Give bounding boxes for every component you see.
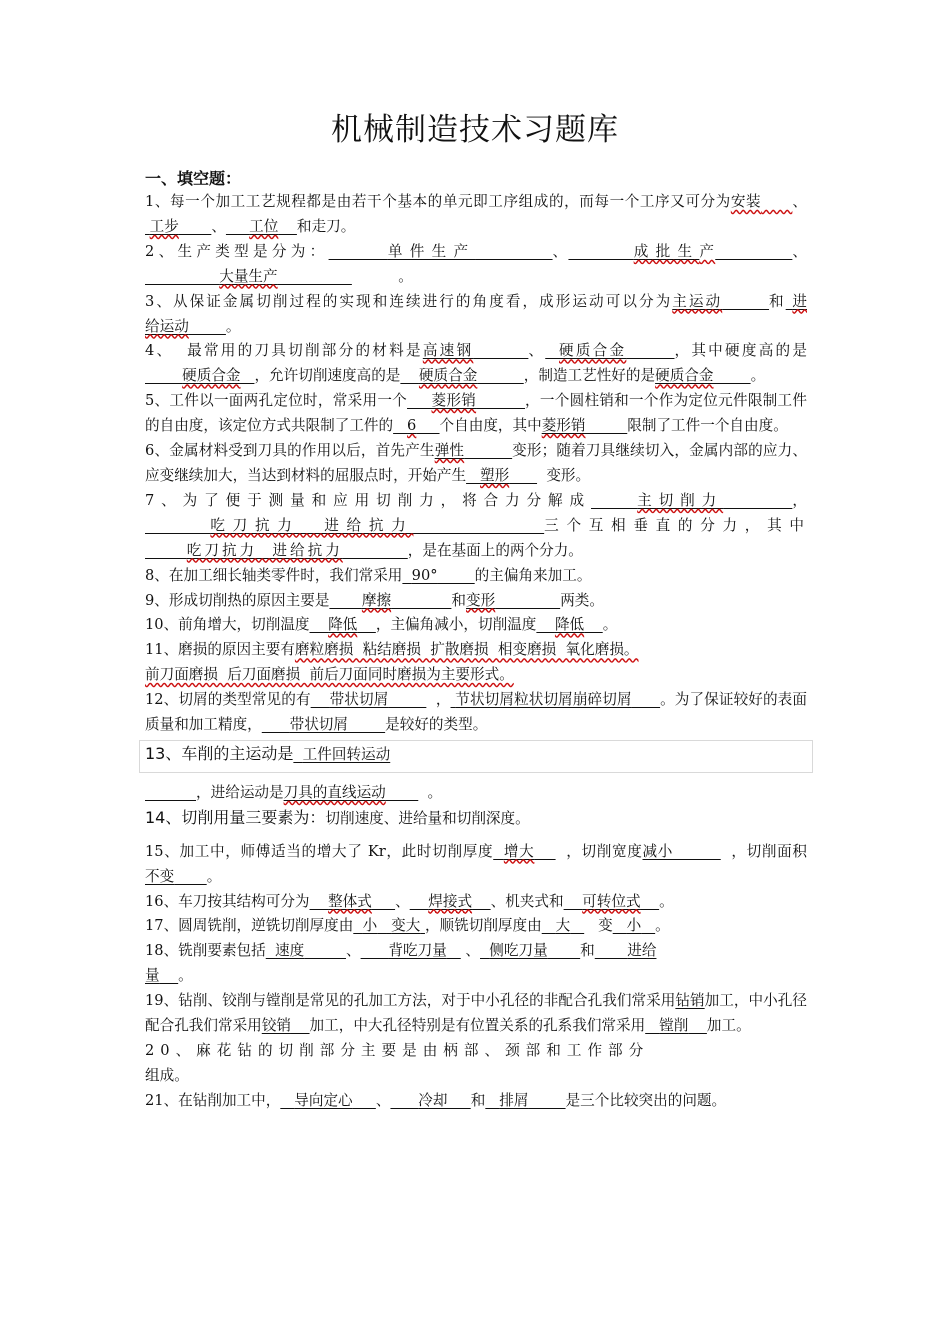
answer-blank: 大量生产: [219, 267, 278, 285]
answer-blank: 镗削: [659, 1017, 689, 1035]
answer-blank: 硬质合金: [182, 367, 241, 385]
question-12: 12、切屑的类型常见的有 带状切屑 ， 节状切屑粒状切屑崩碎切屑 。为了保证较好的表面质量和加工精度， 带状切屑 是较好的类型。: [145, 691, 807, 734]
answer-blank: 降低: [554, 616, 585, 634]
answer-blank: 排屑: [499, 1091, 529, 1109]
answer-blank: 刀具的直线运动: [283, 783, 386, 801]
answer-blank: 磨粒磨损 粘结磨损 扩散磨损 相变磨损 氧化磨损。: [294, 641, 639, 659]
question-16: 16、车刀按其结构可分为 整体式 、 焊接式 、机夹式和 可转位式 。: [145, 892, 674, 910]
question-17: 17、圆周铣削，逆铣切削厚度由 小 变大 ，顺铣切削厚度由 大 变 小 。: [145, 917, 670, 935]
question-7: 7、为了便于测量和应用切削力，将合力分解成 主切削力 ， 吃刀抗力 进给抗力 三个互相垂直的分力，其中 吃刀抗力 进给抗力 ，是在基面上的两个分力。: [145, 491, 807, 559]
question-19: 19、钻削、铰削与镗削是常见的孔加工方法，对于中小孔径的非配合孔我们常采用钻销加工，中小孔径配合孔我们常采用铰销 加工，中大孔径特别是有位置关系的孔系我们常采用 镗削 加工。: [145, 992, 807, 1035]
answer-blank: 塑形: [480, 466, 510, 484]
answer-blank: 冷却: [418, 1091, 448, 1109]
section-heading: 一、填空题：: [145, 169, 242, 188]
question-11: 11、磨损的原因主要有磨粒磨损 粘结磨损 扩散磨损 相变磨损 氧化磨损。 前刀面磨损 后刀面磨损 前后刀面同时磨损为主要形式。: [145, 641, 639, 684]
question-3: 3、从保证金属切削过程的实现和连续进行的角度看，成形运动可以分为主运动 和 进给运动 。: [145, 292, 807, 335]
answer-blank: 工件回转运动: [302, 745, 391, 763]
answer-blank: 前刀面磨损 后刀面磨损 前后刀面同时磨损为主要形式。: [145, 666, 514, 684]
answer-blank: 不变: [145, 867, 175, 885]
question-5: 5、工件以一面两孔定位时，常采用一个 菱形销 ，一个圆柱销和一个作为定位元件限制工件的自由度，该定位方式共限制了工件的 6 个自由度，其中菱形销 限制了工件一个自由度。: [145, 392, 807, 435]
answer-blank: 大: [555, 917, 571, 935]
answer-blank: 弹性: [434, 442, 465, 460]
answer-blank: 高速钢: [422, 342, 474, 360]
answer-blank: 减小: [642, 842, 673, 860]
question-13-line: 13、车削的主运动是 工件回转运动: [139, 740, 813, 773]
answer-blank: 硬质合金: [559, 342, 627, 360]
answer-blank: 吃刀抗力 进给抗力: [210, 516, 414, 534]
question-15: 15、加工中，师傅适当的增大了 Kr，此时切削厚度 增大 ，切削宽度减小 ，切削面积 不变 。: [145, 842, 807, 885]
answer-blank: 工位: [249, 217, 279, 235]
answer-blank: 钻销: [675, 992, 705, 1010]
question-8: 8、在加工细长轴类零件时，我们常采用 90° 的主偏角来加工。: [145, 566, 592, 584]
question-6: 6、金属材料受到刀具的作用以后，首先产生弹性 变形；随着刀具继续切入，金属内部的应力、应变继续加大，当达到材料的屈服点时，开始产生 塑形 变形。: [145, 442, 807, 484]
answer-blank: 速度: [275, 942, 305, 960]
question-1: 1、每一个加工工艺规程都是由若干个基本的单元即工序组成的，而每一个工序又可分为安装 、 工步 、 工位 和走刀。: [145, 193, 807, 235]
question-21: 21、在钻削加工中， 导向定心 、 冷却 和 排屑 是三个比较突出的问题。: [145, 1091, 727, 1109]
answer-blank: 小: [362, 917, 378, 935]
answer-blank: 整体式: [328, 892, 372, 910]
question-10: 10、前角增大，切削温度 降低 ，主偏角减小，切削温度 降低 。: [145, 616, 618, 634]
answer-blank: 增大: [503, 842, 535, 860]
question-14: 14、切削用量三要素为：切削速度、进给量和切削深度。: [145, 807, 530, 827]
page-title: 机械制造技术习题库: [331, 112, 619, 148]
answer-blank: 小: [626, 917, 642, 935]
answer-blank: 主运动: [672, 292, 723, 310]
answer-blank: 焊接式: [428, 892, 473, 910]
answer-blank: 降低: [328, 616, 358, 634]
answer-blank: 导向定心: [294, 1091, 353, 1109]
question-13-cont: ，进给运动是刀具的直线运动 。: [196, 783, 443, 801]
answer-blank: 菱形销: [431, 392, 477, 410]
answer-blank: 安装: [730, 193, 762, 210]
answer-blank: 带状切屑: [289, 716, 348, 734]
answer-blank: 成批生: [633, 242, 700, 260]
answer-blank: 节状切屑粒状切屑崩碎切屑: [455, 691, 632, 709]
answer-blank: 吃刀抗力 进给抗力: [186, 541, 343, 559]
answer-blank: 铰销: [261, 1017, 291, 1035]
answer-blank: 进给: [627, 942, 657, 960]
answer-blank: 进: [792, 292, 807, 310]
answer-blank: 变形: [466, 591, 496, 609]
answer-blank: 带状切屑: [329, 691, 389, 709]
answer-blank: 主切削力: [637, 491, 724, 509]
answer-blank: 菱形销: [541, 417, 586, 435]
answer-blank: 工步: [149, 217, 179, 235]
question-list: [145, 190, 807, 1114]
answer-blank: 侧吃刀量: [489, 942, 548, 960]
question-18: 18、铣削要素包括 速度 、 背吃刀量 、 侧吃刀量 和 进给 量 。: [145, 942, 657, 985]
answer-blank: 摩擦: [361, 591, 392, 609]
answer-blank: 90°: [411, 566, 438, 584]
answer-blank: 可转位式: [582, 892, 641, 910]
question-4: 4、 最常用的刀具切削部分的材料是高速钢 、 硬质合金 ，其中硬度高的是 硬质合金 ，允许切削速度高的是 硬质合金 ，制造工艺性好的是硬质合金 。: [145, 342, 807, 385]
question-9: 9、形成切削热的原因主要是 摩擦 和变形 两类。: [145, 591, 604, 609]
answer-blank: 硬质合金: [418, 367, 478, 385]
answer-blank: 硬质合金: [655, 367, 714, 385]
question-20: 20、麻花钻的切削部分主要是由柄部、颈部和工作部分 组成。: [145, 1042, 650, 1084]
answer-blank: 背吃刀量: [388, 942, 447, 960]
question-2: 2、生产类型是分为： 单件生产 、 成批生产 、 大量生产 。: [145, 242, 807, 285]
answer-blank: 单件生产: [387, 242, 476, 260]
answer-blank: 6: [407, 417, 417, 435]
